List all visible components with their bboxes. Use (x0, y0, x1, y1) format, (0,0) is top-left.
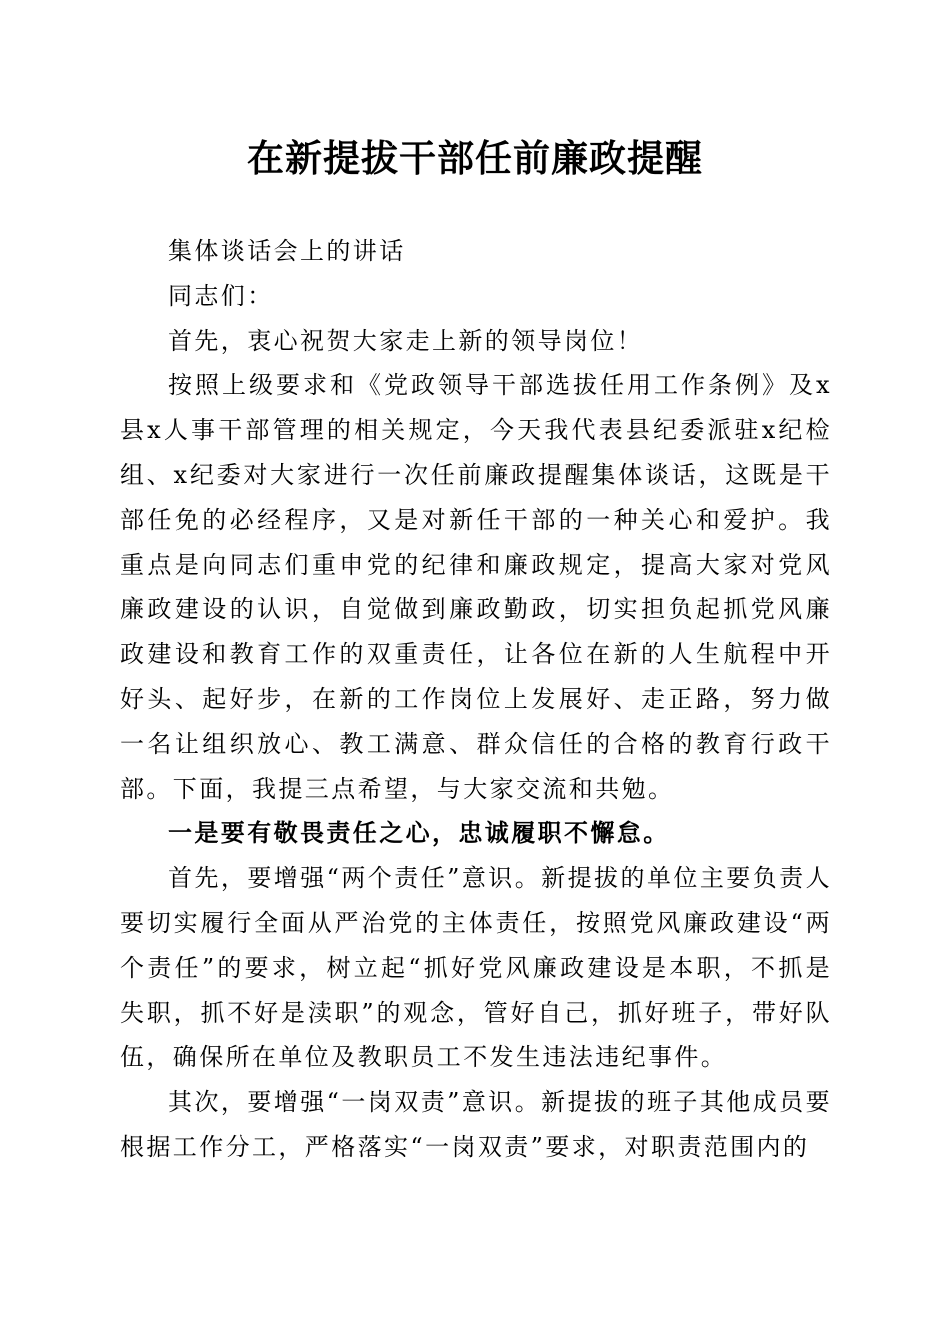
paragraph-congratulations: 首先，衷心祝贺大家走上新的领导岗位！ (168, 326, 644, 355)
document-body (120, 229, 832, 1170)
paragraph-salutation: 同志们： (168, 281, 274, 310)
section-heading-1: 一是要有敬畏责任之心，忠诚履职不懈怠。 (168, 818, 670, 848)
paragraph-introduction: 按照上级要求和《党政领导干部选拔任用工作条例》及x县x人事干部管理的相关规定，今天我代表县纪委派驻x纪检组、x纪委对大家进行一次任前廉政提醒集体谈话，这既是干部任免的必经程序，又是对新任干部的一种关心和爱护。我重点是向同志们重申党的纪律和廉政规定，提高大家对党风廉政建设的认识，自觉做到廉政勤政，切实担负起抓党风廉政建设和教育工作的双重责任，让各位在新的人生航程中开好头、起好步，在新的工作岗位上发展好、走正路，努力做一名让组织放心、教工满意、群众信任的合格的教育行政干部。下面，我提三点希望，与大家交流和共勉。 (120, 371, 832, 803)
paragraph-two-responsibilities: 首先，要增强“两个责任”意识。新提拔的单位主要负责人要切实履行全面从严治党的主体责任，按照党风廉政建设“两个责任”的要求，树立起“抓好党风廉政建设是本职，不抓是失职，抓不好是渎职”的观念，管好自己，抓好班子，带好队伍，确保所在单位及教职员工不发生违法违纪事件。 (120, 864, 832, 1072)
paragraph-one-post-two-duties: 其次，要增强“一岗双责”意识。新提拔的班子其他成员要根据工作分工，严格落实“一岗双责”要求，对职责范围内的 (120, 1088, 832, 1161)
document-title: 在新提拔干部任前廉政提醒 (247, 136, 703, 180)
paragraph-subtitle: 集体谈话会上的讲话 (168, 237, 406, 265)
